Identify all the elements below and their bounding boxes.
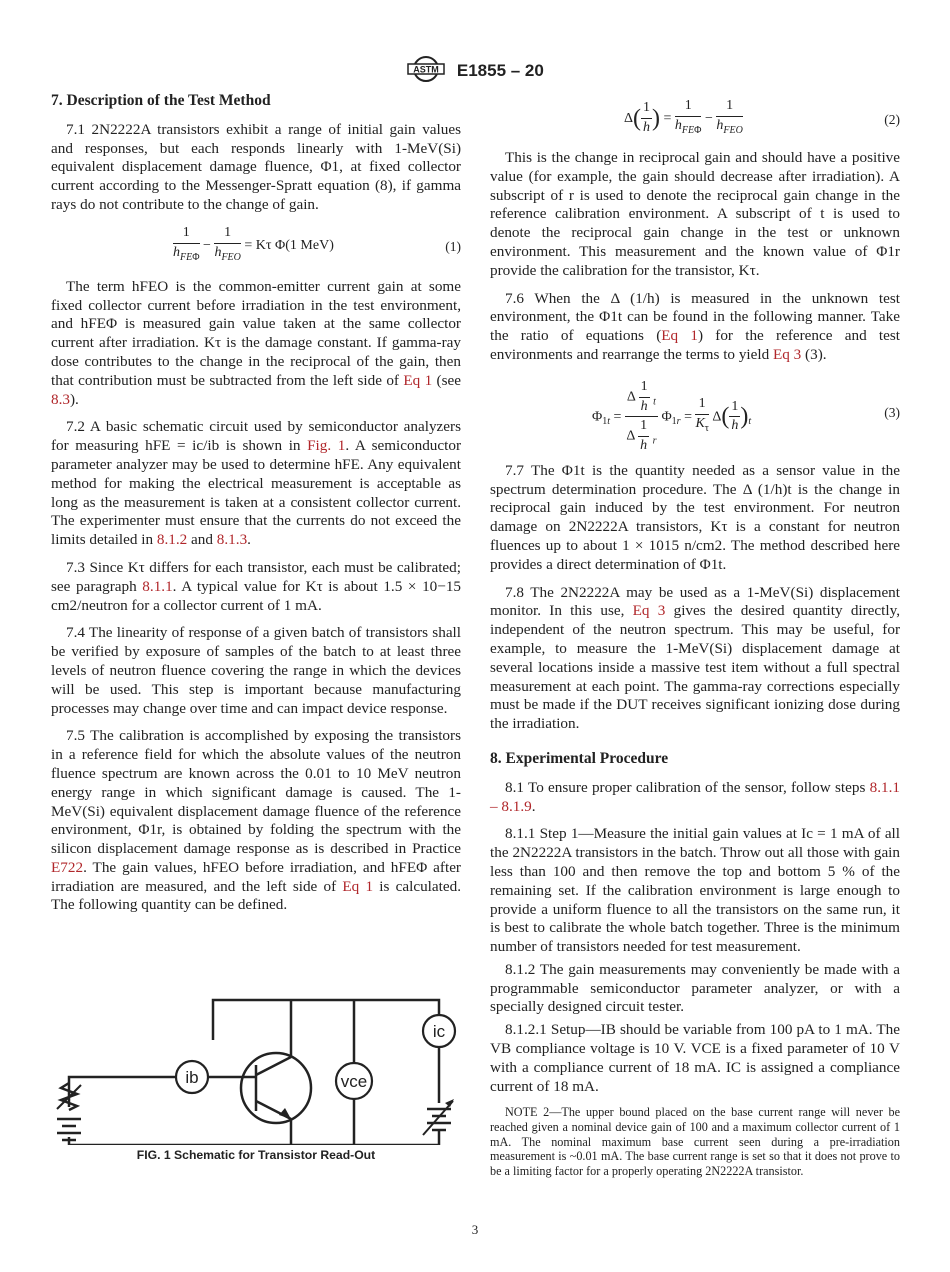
designation: E1855 – 20 bbox=[456, 60, 544, 80]
fig1-link[interactable]: Fig. 1 bbox=[307, 437, 346, 455]
para-7-2: 7.2 A basic schematic circuit used by semiconductor analyzers for measuring hFE = ic/ib is shown in Fig. 1. A semiconductor parameter analyzer may be used to determine hFE. Any equivalent method for making the electrical measurement is acceptable as long as the measurement is taken at a consistent collector current. The experimenter must ensure that the currents do not exceed the limits detailed in 8.1.2 and 8.1.3. bbox=[51, 418, 462, 549]
left-column bbox=[51, 92, 461, 924]
para-7-8: 7.8 The 2N2222A may be used as a 1-MeV(Si) displacement monitor. In this use, Eq 3 gives the desired quantity directly, independent of the neutron spectrum. This may be useful, for example, to measure the 1-MeV(Si) displacement damage at several locations inside a massive test item without a full spectral measurement at each point. The gamma-ray corrections especially must be made if the DUT receives significant ionizing dose during the irradiation. bbox=[490, 583, 901, 733]
para-7-6: 7.6 When the Δ (1/h) is measured in the unknown test environment, the Φ1t can be found in the following manner. Take the ratio of equations (Eq 1) for the reference and test environments and rearrange the terms to yield Eq 3 (3). bbox=[490, 289, 900, 363]
eq1-link-3[interactable]: Eq 1 bbox=[661, 327, 698, 345]
steps-range-link[interactable]: 8.1.1 – 8.1.9 bbox=[490, 778, 900, 815]
eq2-number: (2) bbox=[884, 112, 900, 127]
para-8-1-2-1: 8.1.2.1 Setup—IB should be variable from 100 pA to 1 mA. The VB compliance voltage is 10 V. VCE is a fixed parameter of 10 V with a compliance current of 18 mA. IC is assigned a compliance current of 18 mA. bbox=[490, 1021, 900, 1095]
section-8-1-2-link[interactable]: 8.1.2 bbox=[156, 531, 188, 549]
para-7-7: 7.7 The Φ1t is the quantity needed as a sensor value in the spectrum determination procedure. The Δ (1/h)t is the change in reciprocal gain induced by the test environment. For neutron damage on 2N2222A transistors, Kτ is a constant for neutron fluences up to about 1 × 1015 n/cm2. The method described here provides a direct determination of Φ1t. bbox=[490, 461, 900, 573]
section-8-3-link[interactable]: 8.3 bbox=[51, 390, 70, 408]
figure-1-schematic bbox=[51, 995, 461, 1165]
page-number: 3 bbox=[471, 1222, 479, 1237]
page-header bbox=[0, 56, 950, 87]
para-8-1-1: 8.1.1 Step 1—Measure the initial gain values at Ic = 1 mA of all the 2N2222A transistors in the batch. Throw out all those with gain less than 100 and then remove the top and bottom 5 % of the remaining set. If the calibration environment is large enough to provide a uniform fluence to all the transistors on the same run, it is best to calibrate the whole batch together. Three is the minimum number of transistors needed for test measurement. bbox=[490, 825, 900, 956]
para-8-1: 8.1 To ensure proper calibration of the sensor, follow steps 8.1.1 – 8.1.9. bbox=[490, 778, 900, 815]
right-column bbox=[490, 95, 900, 1178]
para-term: The term hFEO is the common-emitter current gain at some fixed collector current before irradiation in the test environment, and hFEΦ is measured gain value taken at the same collector current after irradiation. Kτ is the damage constant. If gamma-ray dose contributes to the change in the reciprocal of the gain, then that contribution must be subtracted from the left side of Eq 1 (see 8.3). bbox=[51, 277, 461, 408]
eq3-link[interactable]: Eq 3 bbox=[772, 345, 802, 363]
para-7-1: 7.1 2N2222A transistors exhibit a range of initial gain values and responses, but each responds linearly with 1-MeV(Si) equivalent displacement damage fluence, Φ1, at fixed collector current according to the Messenger-Spratt equation (8), if gamma rays do not contribute to the change of gain. bbox=[51, 120, 461, 213]
para-8-1-2: 8.1.2 The gain measurements may conveniently be made with a programmable semiconductor parameter analyzer, or with a specially designed circuit tester. bbox=[490, 960, 900, 1016]
ic-meter-label: ic bbox=[432, 1022, 446, 1041]
ib-meter-label: ib bbox=[185, 1068, 199, 1087]
eq3-number: (3) bbox=[884, 404, 900, 420]
note-2: NOTE 2—The upper bound placed on the base current range will never be reached given a nominal device gain of 100 and a maximum collector current of 1 mA. The nominal maximum base current seen during a pre-irradiation measurement is ~0.01 mA. The base current range is set so that it does not prove to be a limiting factor for a properly operating 2N2222A transistor. bbox=[490, 1105, 900, 1178]
equation-1: $\frac{1}{h_{FE\Phi}}$ − $\frac{1}{h_{FEO}}$ = Kτ Φ(1 MeV) (1) bbox=[173, 224, 461, 263]
eq1-number: (1) bbox=[445, 238, 461, 254]
para-7-3: 7.3 Since Kτ differs for each transistor, each must be calibrated; see paragraph 8.1.1. A typical value for Kτ is about 1.5 × 10−15 cm2/neutron for a collector current of 1 mA. bbox=[51, 558, 462, 614]
eq1-link[interactable]: Eq 1 bbox=[403, 371, 433, 389]
figure-1-caption: FIG. 1 Schematic for Transistor Read-Out bbox=[136, 1148, 376, 1162]
eq1-link-2[interactable]: Eq 1 bbox=[342, 877, 374, 895]
vce-meter-label: vce bbox=[340, 1072, 368, 1091]
para-7-5: 7.5 The calibration is accomplished by exposing the transistors in a reference field for which the absolute values of the neutron fluence spectrum are known across the 0.01 to 10 MeV neutron energy range in which significant damage is caused. The 1-MeV(Si) equivalent displacement damage fluence of the reference environment, Φ1r, is obtained by folding the spectrum with the silicon displacement damage response as is described in Practice E722. The gain values, hFEO before irradiation, and hFEΦ after irradiation are measured, and the left side of Eq 1 is calculated. The following quantity can be defined. bbox=[51, 727, 461, 914]
section-8-1-1-link[interactable]: 8.1.1 bbox=[142, 577, 173, 595]
svg-text:ASTM: ASTM bbox=[413, 64, 439, 75]
astm-logo bbox=[406, 56, 446, 87]
equation-3: $\Phi_{1t}$ = Δ $\frac{1}{h}$ $_t$ Δ $\frac{1}{h}$ $_r$ $\Phi_{1r}$ = $\frac{1}{K_\tau}$ Δ( $\frac{1}{h}$ )$_t$ (3) bbox=[592, 378, 900, 454]
eq1-rhs: = Kτ Φ(1 MeV) bbox=[244, 237, 334, 253]
section-7-heading: 7. Description of the Test Method bbox=[51, 92, 271, 109]
e722-link[interactable]: E722 bbox=[51, 858, 84, 876]
eq3-link-2[interactable]: Eq 3 bbox=[632, 602, 666, 620]
para-7-4: 7.4 The linearity of response of a given batch of transistors shall be verified by exposure of samples of the batch to at least three levels of neutron fluence covering the range in which the devices will be used. This step is important because manufacturing processes may change over time and can impact device response. bbox=[51, 624, 461, 717]
section-8-1-3-link[interactable]: 8.1.3 bbox=[216, 531, 248, 549]
section-8-heading: 8. Experimental Procedure bbox=[490, 749, 669, 767]
equation-2: Δ( $\frac{1}{h}$ ) = $\frac{1}{h_{FE\Phi}}$ − $\frac{1}{h_{FEO}}$ (2) bbox=[624, 98, 900, 136]
para-change: This is the change in reciprocal gain and should have a positive value (for example, the gain should decrease after irradiation). A subscript of r is used to denote the reciprocal gain change in the reference calibration environment. A subscript of t is used to denote the reciprocal gain change in the test or unknown environment. This measurement and the known value of Φ1r provide the calibration for the transistor, Kτ. bbox=[490, 149, 900, 279]
